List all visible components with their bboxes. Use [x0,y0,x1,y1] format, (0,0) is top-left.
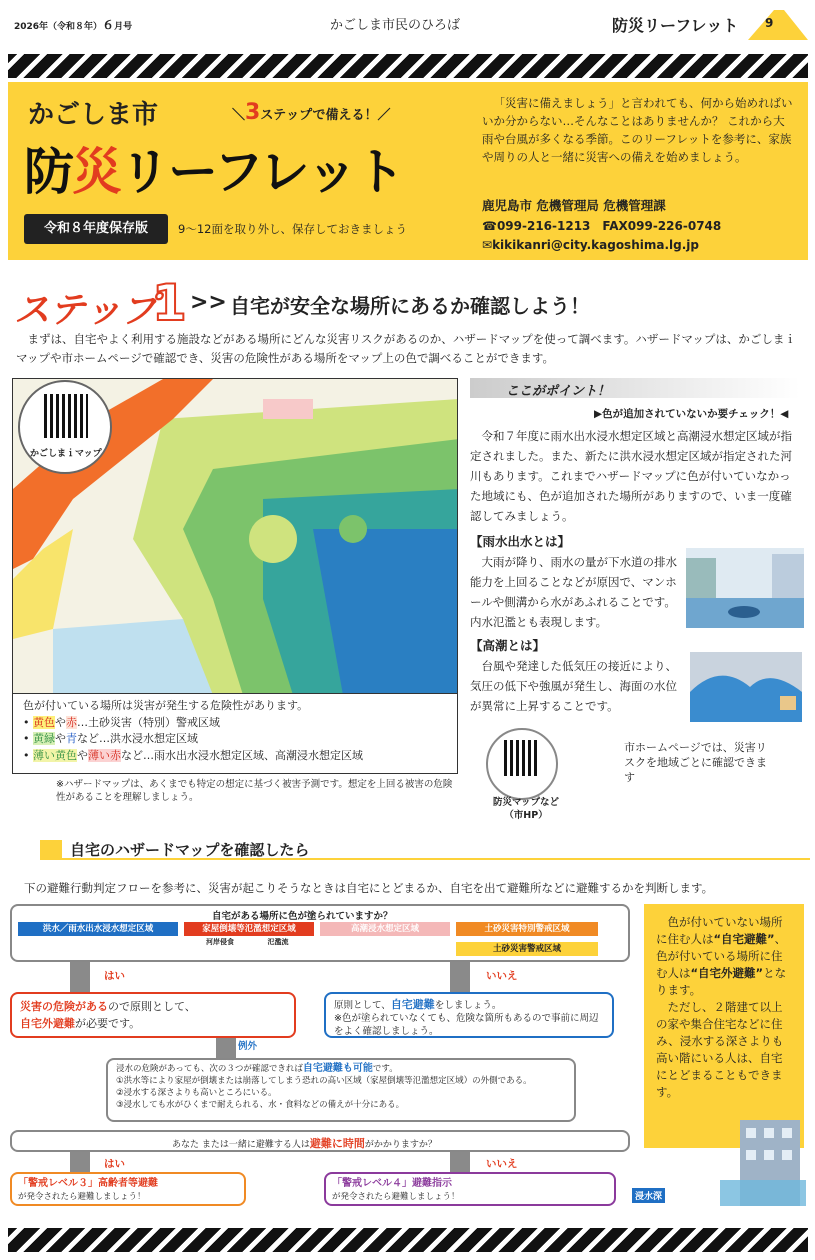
city-name: かごしま市 [28,100,159,130]
main-title: 防災リーフレット [24,143,403,201]
mail-icon: ✉ [482,238,493,252]
q2-box: あなた または一緒に避難する人は避難に時間がかかりますか？ [10,1130,630,1152]
apartment-illustration [720,1120,806,1206]
tide-heading: 【高潮とは】 [470,638,546,653]
yes-label-1: はい [104,970,125,982]
remove-note: 9～12面を取り外し、保存しておきましょう [178,222,407,236]
point-body: 令和７年度に雨水出水浸水想定区域と高潮浸水想定区域が指定されました。また、新たに洪水浸水想定区域が指定された河川もあります。これまでハザードマップに色が付いていなかった地域にも、色が追加された場所がありますので、いま一度確認してみましょう。 [470,429,792,523]
contact-email[interactable]: ✉kikikanri@city.kagoshima.lg.jp [482,238,699,252]
tide-body: 台風や発達した低気圧の接近により、気圧の低下や強風が発生し、海面の水位が異常に上昇することです。 [470,659,677,713]
section2-intro: 下の避難行動判定フローを参考に、災害が起こりそうなときは自宅にとどまるか、自宅を出て避難所などに避難するかを判断します。 [24,881,714,895]
check-note: ▶色が追加されていないか要チェック！◀ [594,408,789,420]
exception-box: 浸水の危険があっても、次の３つが確認できれば自宅避難も可能です。 ①洪水等により家屋が倒壊または崩落してしまう恐れの高い区域（家屋倒壊等氾濫想定区域）の外側である。 ②浸水する深さよりも高いところにいる。 ③浸水しても水がひくまで耐えられる、水・食料などの備えが十分にある。 [106,1058,576,1122]
level4-box: 「警戒レベル４」避難指示 が発令されたら避難しましょう！ [324,1172,616,1206]
keep-edition-badge: 令和８年度保存版 [24,214,168,244]
section2-heading: 自宅のハザードマップを確認したら [70,841,310,859]
water-depth-label: 浸水深 [632,1188,665,1203]
rain-heading: 【雨水出水とは】 [470,534,571,549]
leave-home-box: 災害の危険があるので原則として、 自宅外避難が必要です。 [10,992,296,1038]
hazard-stripe-top [8,54,808,78]
page-header [0,0,815,40]
qr2-label: 防災マップなど（市HP） [492,797,560,821]
three-steps-tagline: ＼3ステップで備える！／ [232,100,391,125]
qr-code-imap[interactable] [18,380,112,474]
contact-phone: ☎099-216-1213 FAX099-226-0748 [482,219,722,233]
step-heading: 自宅が安全な場所にあるか確認しよう！ [230,294,590,318]
step-body: まずは、自宅やよく利用する施設などがある場所にどんな災害リスクがあるのか、ハザードマップを使って調べます。ハザードマップは、かごしまｉマップや市ホームページで確認でき、災害の危険性がある場所をマップ上の色で調べることができます。 [16,332,796,365]
no-label-1: いいえ [486,970,518,982]
qr-code-bousai[interactable] [486,728,558,800]
map-note: ※ハザードマップは、あくまでも特定の想定に基づく被害予測です。想定を上回る被害の危険性があることを理解しましょう。 [56,779,453,803]
step-label: ステップ [14,290,158,331]
side-note: 色が付いていない場所に住む人は“自宅避難”、色が付いている場所に住む人は“自宅外避難”となります。 ただし、２階建て以上の家や集合住宅などに住み、浸水する深さよりも高い階にいる人は、自宅にとどまることもできます。 [644,904,804,1148]
intro-text: 「災害に備えましょう」と言われても、何から始めればいいか分からない…そんなことはありませんか？ これから大雨や台風が多くなる季節。このリーフレットを参考に、家族や周りの人と一緒に災害への備えを始めましょう。 [482,96,793,164]
q1-box: 自宅がある場所に色が塗られていますか？ 洪水／雨水出水浸水想定区域 家屋倒壊等氾濫想定区域 河岸侵食 氾濫流 高潮浸水想定区域 土砂災害特別警戒区域 土砂災害警戒区域 [10,904,630,962]
yes-label-2: はい [104,1158,125,1170]
chevron-icon: >> [190,290,227,315]
department-name: 鹿児島市 危機管理局 危機管理課 [482,198,666,213]
exception-label: 例外 [238,1041,258,1052]
no-label-2: いいえ [486,1158,518,1170]
step-number: 1 [152,274,187,332]
page-number: 9 [765,16,774,30]
evacuation-flowchart [10,904,636,1206]
publication-name: かごしま市民のひろば [330,18,461,33]
qr-label: かごしまｉマップ [30,449,102,459]
level3-box: 「警戒レベル３」高齢者等避難 が発令されたら避難しましょう！ [10,1172,246,1206]
issue-date: 2026年（令和８年）６月号 [14,18,133,32]
hazard-stripe-bottom [8,1228,808,1252]
point-label: ここがポイント！ [506,384,611,399]
flooded-street-illustration [686,548,804,628]
stay-home-box: 原則として、自宅避難をしましょう。 ※色が塗られていなくても、危険な箇所もあるので事前に周辺をよく確認しましょう。 [324,992,614,1038]
section-name: 防災リーフレット [612,16,739,35]
hp-note: 市ホームページでは、災害リスクを地域ごとに確認できます [624,741,767,784]
mountain-icon [748,6,808,40]
map-legend: 色が付いている場所は災害が発生する危険性があります。 • 黄色や赤…土砂災害（特別）警戒区域 • 黄緑や青など…洪水浸水想定区域 • 薄い黄色や薄い赤など…雨水出水浸水想定区域、高潮浸水想定区域 [12,694,458,774]
rain-body: 大雨が降り、雨水の量が下水道の排水能力を上回ることなどが原因で、マンホールや側溝から水があふれることです。内水氾濫とも表現します。 [470,555,677,629]
storm-surge-illustration [690,652,802,722]
